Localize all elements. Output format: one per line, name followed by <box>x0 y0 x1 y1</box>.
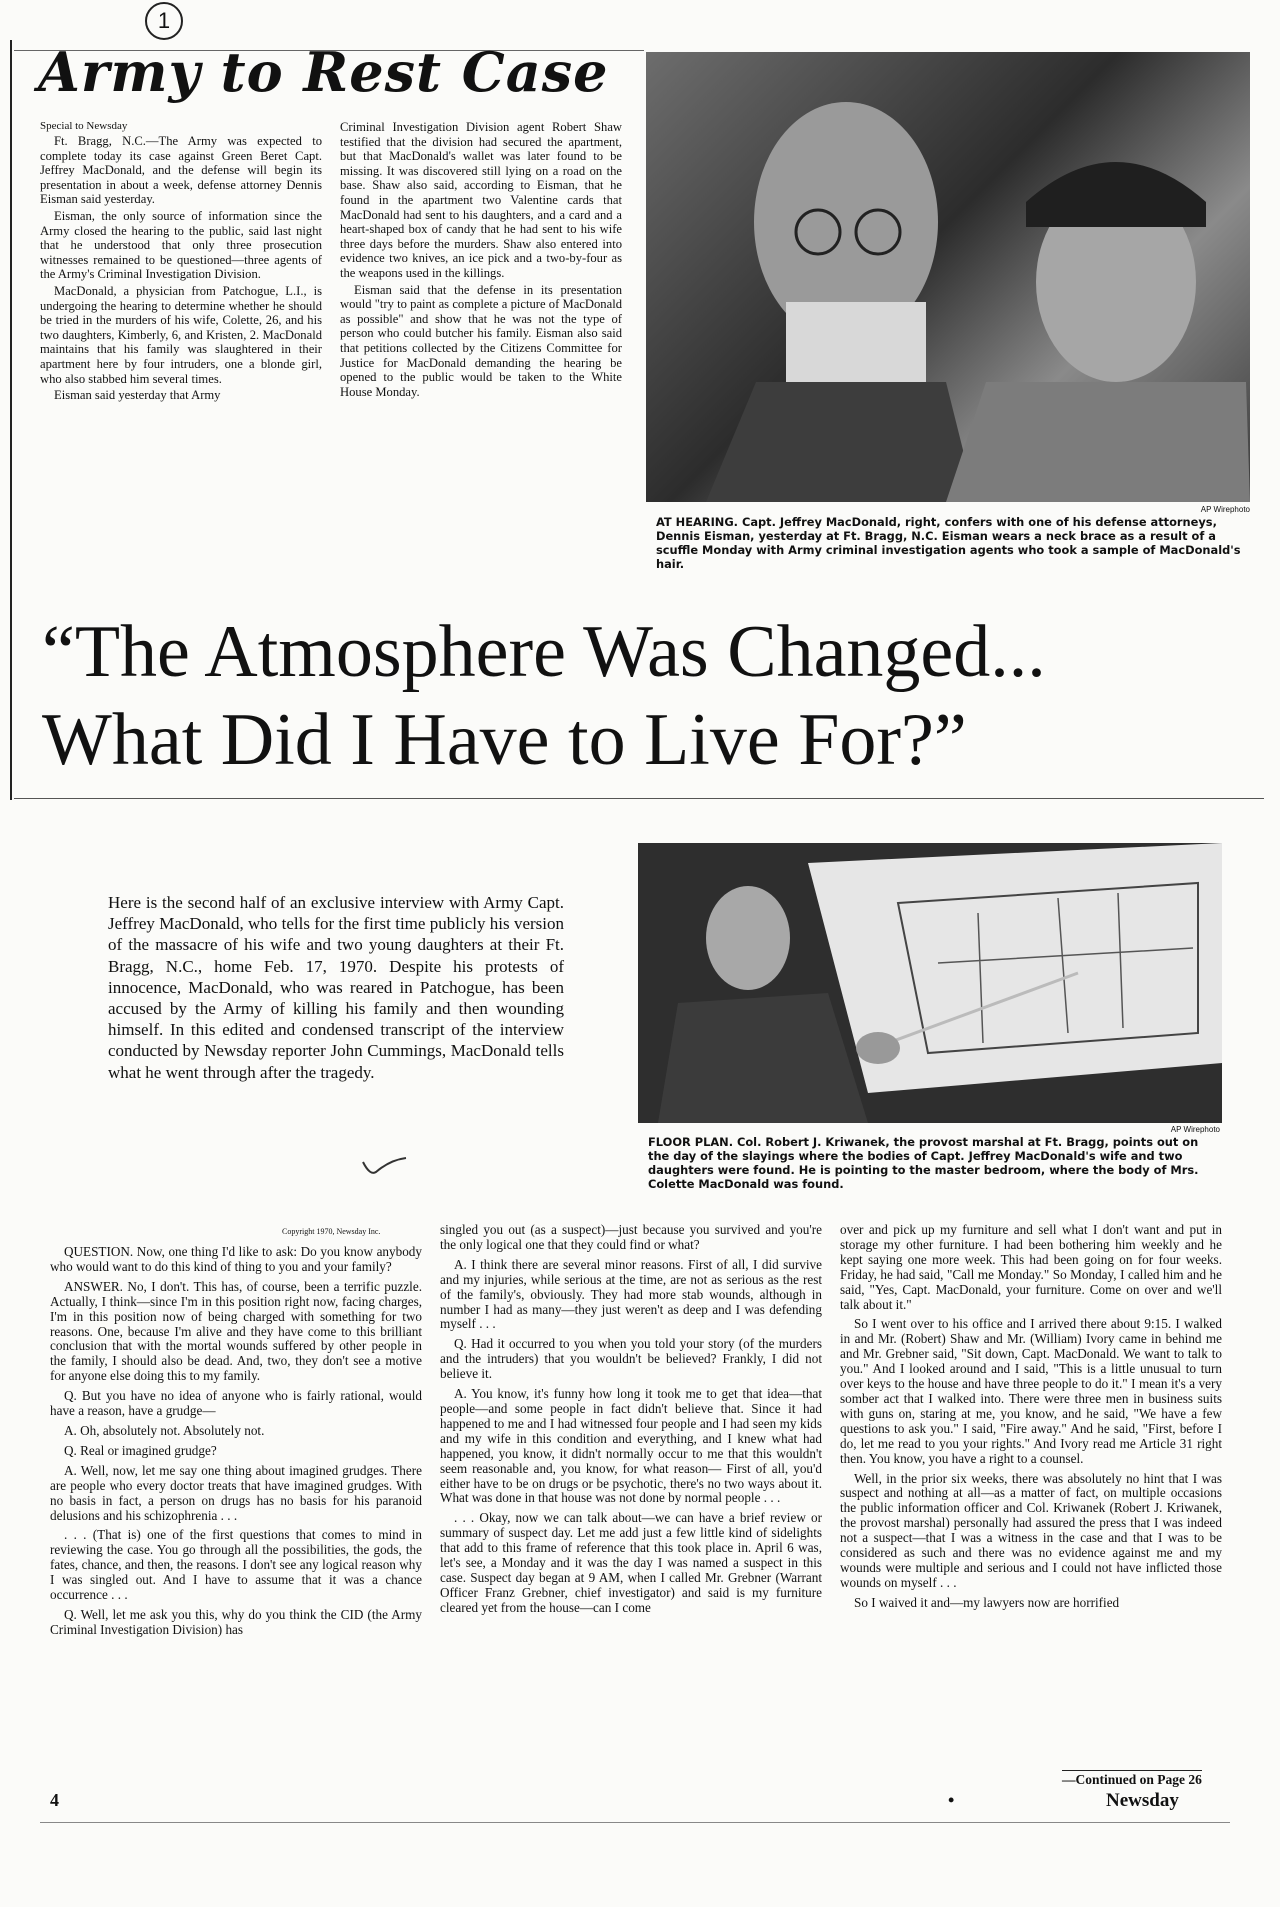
section-divider <box>14 798 1264 799</box>
floor-plan-photo <box>638 843 1222 1123</box>
caption-lead: FLOOR PLAN. <box>648 1135 734 1149</box>
qa-paragraph: Q. But you have no idea of anyone who is fairly rational, would have a reason, have a grudge— <box>50 1388 422 1419</box>
qa-paragraph: . . . Okay, now we can talk about—we can have a brief review or summary of suspect day. Let me add just a few little kind of sidelights that add to this frame of reference that this took place in. April 6 was, let's see, a Monday and it was the day I was named a suspect in this case. Suspect day began at 9 AM, when I called Mr. Grebner (Warrant Officer Franz Grebner, chief investigator) and said is my furniture cleared yet from the house—can I come <box>440 1510 822 1615</box>
floor-plan-caption <box>648 1135 1213 1191</box>
story-paragraph: Eisman, the only source of information since the Army closed the hearing to the public, said last night that he understood that only three prosecution witnesses remained to be questioned—three agents of the Army's Criminal Investigation Division. <box>40 208 322 282</box>
qa-column-2 <box>440 1223 822 1621</box>
photo-credit: AP Wirephoto <box>1170 1125 1220 1134</box>
story-paragraph: Eisman said yesterday that Army <box>54 388 221 403</box>
qa-paragraph: Q. Well, let me ask you this, why do you think the CID (the Army Criminal Investigation Division) has <box>50 1606 422 1637</box>
qa-paragraph: Well, in the prior six weeks, there was absolutely no hint that I was suspect and nothing at all—as a matter of fact, on multiple occasions the public information officer and Col. Kriwanek (Robert J. Kriwanek, the provost marshal) personally had assured the press that I was indeed not a suspect—that I was a witness in the case and that I was to be considered as such and there was no evidence against me and my wounds were multiple and serious and I could not have inflicted those wounds on myself . . . <box>840 1470 1222 1590</box>
interview-headline-line-2: What Did I Have to Live For?” <box>42 699 967 781</box>
copyright-line: Copyright 1970, Newsday Inc. <box>282 1227 381 1236</box>
qa-paragraph: A. I think there are several minor reasons. First of all, I did survive and my injuries, while serious at the time, are not as serious as the rest of the family's, obviously. They had more stab wounds, although in number I had as many—they just weren't as deep and I was defending myself . . . <box>440 1256 822 1332</box>
interview-intro: Here is the second half of an exclusive interview with Army Capt. Jeffrey MacDonald, who tells for the first time publicly his version of the massacre of his wife and two young daughters at their Ft. Bragg, N.C., home Feb. 17, 1970. Despite his protests of innocence, MacDonald, who was reared in Patchogue, has been accused by the Army of killing his family and then wounding himself. In this edited and condensed transcript of the interview conducted by Newsday reporter John Cummings, MacDonald tells what he went through after the tragedy. <box>108 893 564 1082</box>
left-margin-line <box>10 40 12 800</box>
story-column-1 <box>40 134 322 405</box>
story-paragraph: Criminal Investigation Division agent Robert Shaw testified that the division had secured the apartment, but that MacDonald's wallet was later found to be missing. It was discovered still lying on a road on the base. Shaw also said, according to Eisman, that he found in the apartment two Valentine cards that MacDonald had sent to his daughters, and a card and a heart-shaped box of candy that he had sent to his wife three days before the murders. Shaw also entered into evidence two knives, an ice pick and a two-by-four as the weapons used in the killings. <box>340 120 622 280</box>
qa-paragraph: Q. Had it occurred to you when you told your story (of the murders and the intruders) that you wouldn't be believed? Frankly, I did not believe it. <box>440 1336 822 1382</box>
qa-paragraph: . . . (That is) one of the first questions that comes to mind in reviewing the case. You go through all the possibilities, the gods, the fates, chance, and then, the reasons. I don't see any logical reason why I was singled out. And I have to assume that it was a chance occurrence . . . <box>50 1527 422 1603</box>
qa-paragraph: Q. Real or imagined grudge? <box>64 1442 217 1458</box>
footer-bullet: • <box>948 1790 955 1810</box>
interview-headline-line-1: “The Atmosphere Was Changed... <box>42 611 1046 693</box>
qa-paragraph: So I waived it and—my lawyers now are horrified <box>854 1594 1120 1610</box>
check-mark <box>360 1150 410 1180</box>
hearing-photo <box>646 52 1250 502</box>
story-column-2 <box>340 120 622 401</box>
qa-paragraph: A. Oh, absolutely not. Absolutely not. <box>64 1422 265 1438</box>
continued-note: —Continued on Page 26 <box>1062 1772 1202 1787</box>
qa-column-3 <box>840 1223 1222 1616</box>
qa-paragraph: over and pick up my furniture and sell what I don't want and put in storage my other furniture. I had been bothering him weekly and he kept saying one more week. This had been going on for four weeks. Friday, he had said, "Call me Monday." So Monday, I called him and he said, "Yes, Capt. MacDonald, your furniture. Come on over and we'll talk about it." <box>840 1222 1222 1312</box>
story-paragraph: Eisman said that the defense in its presentation would "try to paint as complete a picture of MacDonald as possible" and show that he was not the type of person who could butcher his family. Eisman also said that petitions collected by the Citizens Committee for Justice for MacDonald demanding the hearing be opened to the public would be taken to the White House Monday. <box>340 282 622 399</box>
story-byline: Special to Newsday <box>40 120 128 132</box>
caption-lead: AT HEARING. <box>656 515 739 529</box>
page-number: 4 <box>50 1790 59 1810</box>
newspaper-name: Newsday <box>1106 1790 1179 1811</box>
story-paragraph: Ft. Bragg, N.C.—The Army was expected to complete today its case against Green Beret Capt. Jeffrey MacDonald, and the defense will begin its presentation in about a week, defense attorney Dennis Eisman said yesterday. <box>40 134 322 207</box>
qa-paragraph: So I went over to his office and I arrived there about 9:15. I walked in and Mr. (Robert) Shaw and Mr. (William) Ivory came in behind me and Mr. Grebner said, "Sit down, Capt. MacDonald. We want to talk to you." And I looked around and I said, "This is a little unusual to turn over keys to the house and have three people to do it." I mean it's a very somber act that I walked into. There were three men in business suits with guns on, staring at me, you know, and he said, "We have a few questions to ask you." I said, "Fire away." And he said, "First, before I do, let me read to you your rights." And Ivory read me Article 31 right then. You know, you have a right to a counsel. <box>840 1316 1222 1466</box>
qa-paragraph: QUESTION. Now, one thing I'd like to ask: Do you know anybody who would want to do this kind of thing to you and your family? <box>50 1244 422 1274</box>
qa-paragraph: A. Well, now, let me say one thing about imagined grudges. There are people who every doctor treats that have imagined grudges. With no basis in fact, a person on drugs has no basis for his paranoid delusions and his schizophrenia . . . <box>50 1462 422 1523</box>
story-paragraph: MacDonald, a physician from Patchogue, L.I., is undergoing the hearing to determine whether he should be tried in the murders of his wife, Colette, 26, and his two daughters, Kimberly, 6, and Kristen, 2. MacDonald maintains that his family was slaughtered in their apartment here by four intruders, one a blonde girl, who also stabbed him several times. <box>40 283 322 386</box>
interview-headline <box>42 608 1262 784</box>
qa-paragraph: singled you out (as a suspect)—just because you survived and you're the only logical one that they could find or what? <box>440 1222 822 1252</box>
caption-text: Col. Robert J. Kriwanek, the provost marshal at Ft. Bragg, points out on the day of the slayings where the bodies of Capt. Jeffrey MacDonald's wife and two daughters were found. He is pointing to the master bedroom, where the body of Mrs. Colette MacDonald was found. <box>648 1135 1199 1191</box>
story-headline: Army to Rest Case <box>38 40 609 104</box>
hearing-photo-figures <box>646 52 1250 502</box>
qa-paragraph: A. You know, it's funny how long it took me to get that idea—that people—and some people in fact didn't believe that. Since it had happened to me and I had witnessed four people and I had seen my kids and my wife in this condition and everything, and I knew what had happened, you know, it didn't normally occur to me that this wouldn't seem reasonable and, you know, for what reason— First of all, you'd either have to be on drugs or be psychotic, there's no two ways about it. What was done in that house was not done by normal people . . . <box>440 1386 822 1506</box>
qa-paragraph: ANSWER. No, I don't. This has, of course, been a terrific puzzle. Actually, I think—since I'm in this position right now, facing charges, I'm in this position now of being charged with something for two reasons. One, because I'm alive and they have come to this brilliant conclusion that with the mortal wounds suffered by other people in the family, I should also be dead. And, two, they don't see a motive for anyone else doing this to my family. <box>50 1278 422 1384</box>
caption-text: Capt. Jeffrey MacDonald, right, confers with one of his defense attorneys, Dennis Eisman, yesterday at Ft. Bragg, N.C. Eisman wears a neck brace as a result of a scuffle Monday with Army criminal investigation agents who took a sample of MacDonald's hair. <box>656 515 1241 571</box>
photo-credit: AP Wirephoto <box>1200 505 1250 514</box>
bottom-rule <box>40 1822 1230 1823</box>
qa-column-1 <box>50 1245 422 1643</box>
hearing-caption <box>656 515 1241 571</box>
circled-page-mark: 1 <box>145 2 183 40</box>
floor-plan-photo-figures <box>638 843 1222 1123</box>
